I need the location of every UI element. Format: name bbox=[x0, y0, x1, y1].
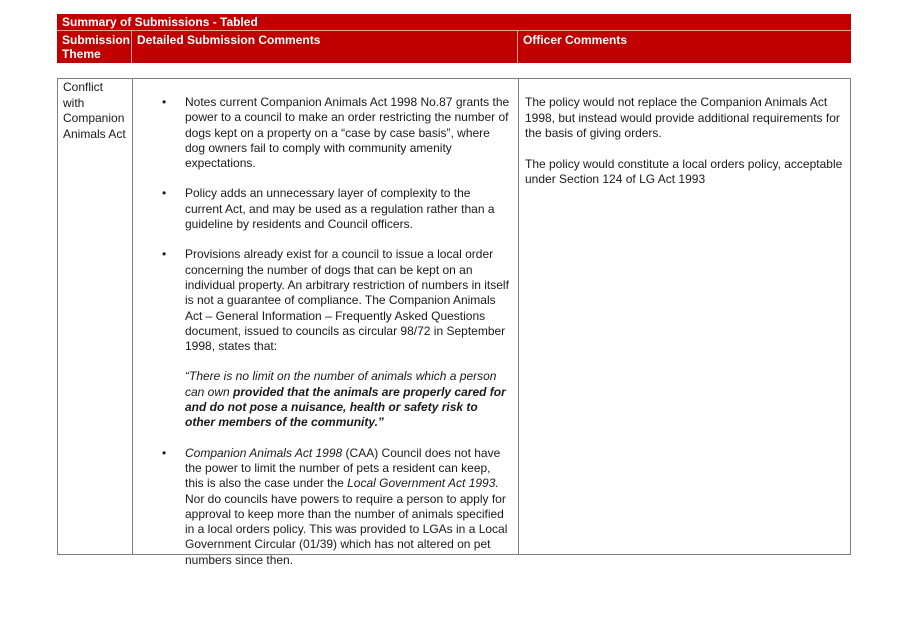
table-header bbox=[57, 14, 851, 63]
header-officer-comments: Officer Comments bbox=[523, 33, 628, 47]
list-item bbox=[133, 247, 510, 354]
officer-comments-cell bbox=[519, 79, 850, 554]
list-item bbox=[133, 95, 510, 171]
header-detailed-comments: Detailed Submission Comments bbox=[132, 31, 518, 63]
comment-text: Policy adds an unnecessary layer of complexity to the current Act, and may be used as a regulation rather than a guideline by residents and Council officers. bbox=[185, 186, 495, 232]
comment-text-part: (CAA) Council does not have the power to limit the number of pets a resident can keep, this is also the case under the bbox=[185, 445, 501, 491]
quote-bold-text: provided that the animals are properly cared for and do not pose a nuisance, health or safety risk to other members of the community.” bbox=[185, 384, 506, 430]
comment-text bbox=[185, 446, 507, 567]
header-submission-theme: Submission Theme bbox=[57, 31, 132, 63]
bullet-icon: • bbox=[162, 186, 167, 201]
faq-quote bbox=[133, 369, 510, 430]
list-item bbox=[133, 186, 510, 232]
bullet-icon: • bbox=[162, 247, 167, 262]
comment-text: Provisions already exist for a council to issue a local order concerning the number of dogs that can be kept on an individual property. An arbitrary restriction of numbers in itself is not a guarantee of compliance. The Companion Animals Act – General Information – Frequently Asked Questions document, issued to councils as circular 98/72 in September 1998, states that: bbox=[185, 247, 509, 354]
theme-cell: Conflict with Companion Animals Act bbox=[58, 79, 133, 554]
submission-table bbox=[57, 78, 851, 567]
officer-comment: The policy would not replace the Companion Animals Act 1998, but instead would provide additional requirements for the basis of giving orders. bbox=[525, 95, 840, 140]
bullet-icon: • bbox=[162, 445, 167, 460]
officer-comment: The policy would constitute a local orders policy, acceptable under Section 124 of LG Act 1993 bbox=[525, 156, 843, 186]
list-item bbox=[133, 446, 510, 568]
caa-title: Companion Animals Act 1998 bbox=[185, 445, 343, 460]
comment-text-part: Nor do councils have powers to require a person to apply for approval to keep more than the number of animals specified in a local orders policy. This was provided to LGAs in a Local Government Circular (01/39) which has not altered on pet numbers since then. bbox=[185, 491, 508, 567]
comment-list bbox=[133, 95, 510, 354]
header-row bbox=[57, 30, 851, 63]
comment-text: Notes current Companion Animals Act 1998 No.87 grants the power to a council to make an order restricting the number of dogs kept on a property on a “case by case basis”, where dog owners fail to comply with community amenity expectations. bbox=[185, 95, 510, 171]
table-title: Summary of Submissions - Tabled bbox=[62, 15, 258, 29]
comment-list-2 bbox=[133, 446, 510, 568]
lga-title: Local Government Act 1993. bbox=[347, 476, 499, 491]
submission-comments-cell bbox=[133, 79, 519, 567]
quote-text: “There is no limit on the number of animals which a person can own bbox=[185, 369, 497, 399]
bullet-icon: • bbox=[162, 95, 167, 109]
